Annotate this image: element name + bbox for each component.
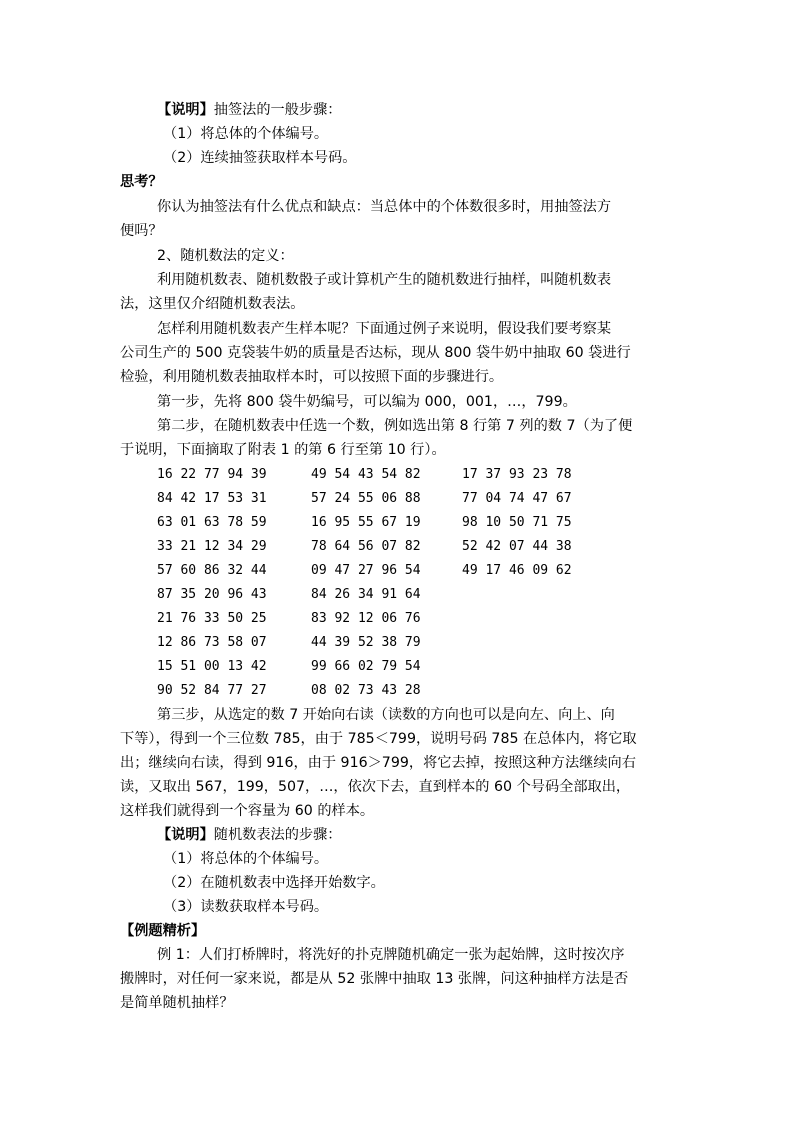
table-row: 84 26 34 91 64 xyxy=(311,587,421,602)
think-line-1: 你认为抽签法有什么优点和缺点：当总体中的个体数很多时，用抽签法方 xyxy=(157,199,612,215)
step-3-line-4: 读，又取出 567，199，507，…，依次下去，直到样本的 60 个号码全部取出， xyxy=(120,779,631,795)
random-table-step-2: （2）在随机数表中选择开始数字。 xyxy=(163,875,385,891)
note-text: 抽签法的一般步骤： xyxy=(213,102,342,118)
note-bracket: 【说明】 xyxy=(157,102,214,118)
table-row: 63 01 63 78 59 xyxy=(157,515,267,530)
table-row: 49 17 46 09 62 xyxy=(462,563,572,578)
how-line-1: 怎样利用随机数表产生样本呢？下面通过例子来说明，假设我们要考察某 xyxy=(157,321,612,337)
note-text: 随机数表法的步骤： xyxy=(213,827,342,843)
table-row: 57 24 55 06 88 xyxy=(311,491,421,506)
definition-heading: 2、随机数法的定义： xyxy=(157,248,294,264)
random-table-step-1: （1）将总体的个体编号。 xyxy=(163,851,329,867)
table-row: 08 02 73 43 28 xyxy=(311,683,421,698)
table-row: 78 64 56 07 82 xyxy=(311,539,421,554)
lottery-step-1: （1）将总体的个体编号。 xyxy=(163,126,329,142)
table-row: 21 76 33 50 25 xyxy=(157,611,267,626)
table-row: 16 22 77 94 39 xyxy=(157,467,267,482)
step-1: 第一步，先将 800 袋牛奶编号，可以编为 000，001，…，799。 xyxy=(157,394,577,410)
table-row: 16 95 55 67 19 xyxy=(311,515,421,530)
table-row: 84 42 17 53 31 xyxy=(157,491,267,506)
table-row: 33 21 12 34 29 xyxy=(157,539,267,554)
example-heading: 【例题精析】 xyxy=(120,923,206,939)
table-row: 98 10 50 71 75 xyxy=(462,515,572,530)
how-line-2: 公司生产的 500 克袋装牛奶的质量是否达标，现从 800 袋牛奶中抽取 60 袋进行 xyxy=(120,345,631,361)
random-table-step-3: （3）读数获取样本号码。 xyxy=(163,899,329,915)
table-row: 52 42 07 44 38 xyxy=(462,539,572,554)
table-row: 83 92 12 06 76 xyxy=(311,611,421,626)
how-line-3: 检验，利用随机数表抽取样本时，可以按照下面的步骤进行。 xyxy=(120,369,504,385)
step-2-line-1: 第二步，在随机数表中任选一个数，例如选出第 8 行第 7 列的数 7（为了便 xyxy=(157,418,633,434)
think-line-2: 便吗？ xyxy=(120,223,163,239)
example-line-3: 是简单随机抽样？ xyxy=(120,995,234,1011)
table-row: 09 47 27 96 54 xyxy=(311,563,421,578)
table-row: 17 37 93 23 78 xyxy=(462,467,572,482)
table-row: 77 04 74 47 67 xyxy=(462,491,572,506)
table-row: 57 60 86 32 44 xyxy=(157,563,267,578)
note-line-lottery xyxy=(157,98,341,122)
example-line-1: 例 1：人们打桥牌时，将洗好的扑克牌随机确定一张为起始牌，这时按次序 xyxy=(157,947,625,963)
step-3-line-3: 出；继续向右读，得到 916，由于 916＞799，将它去掉，按照这种方法继续向右 xyxy=(120,755,636,771)
step-3-line-5: 这样我们就得到一个容量为 60 的样本。 xyxy=(120,803,375,819)
example-line-2: 搬牌时，对任何一家来说，都是从 52 张牌中抽取 13 张牌，问这种抽样方法是否 xyxy=(120,971,629,987)
table-row: 99 66 02 79 54 xyxy=(311,659,421,674)
definition-line-1: 利用随机数表、随机数骰子或计算机产生的随机数进行抽样，叫随机数表 xyxy=(157,272,612,288)
step-3-line-2: 下等），得到一个三位数 785，由于 785＜799，说明号码 785 在总体内，将它取 xyxy=(120,731,637,747)
table-row: 49 54 43 54 82 xyxy=(311,467,421,482)
note-line-random-table xyxy=(157,823,341,847)
think-heading: 思考？ xyxy=(120,174,163,190)
lottery-step-2: （2）连续抽签获取样本号码。 xyxy=(163,150,357,166)
table-row: 15 51 00 13 42 xyxy=(157,659,267,674)
note-bracket: 【说明】 xyxy=(157,827,214,843)
table-row: 87 35 20 96 43 xyxy=(157,587,267,602)
definition-line-2: 法，这里仅介绍随机数表法。 xyxy=(120,296,305,312)
step-3-line-1: 第三步，从选定的数 7 开始向右读（读数的方向也可以是向左、向上、向 xyxy=(157,707,615,723)
table-row: 90 52 84 77 27 xyxy=(157,683,267,698)
table-row: 12 86 73 58 07 xyxy=(157,635,267,650)
step-2-line-2: 于说明，下面摘取了附表 1 的第 6 行至第 10 行）。 xyxy=(120,442,446,458)
table-row: 44 39 52 38 79 xyxy=(311,635,421,650)
